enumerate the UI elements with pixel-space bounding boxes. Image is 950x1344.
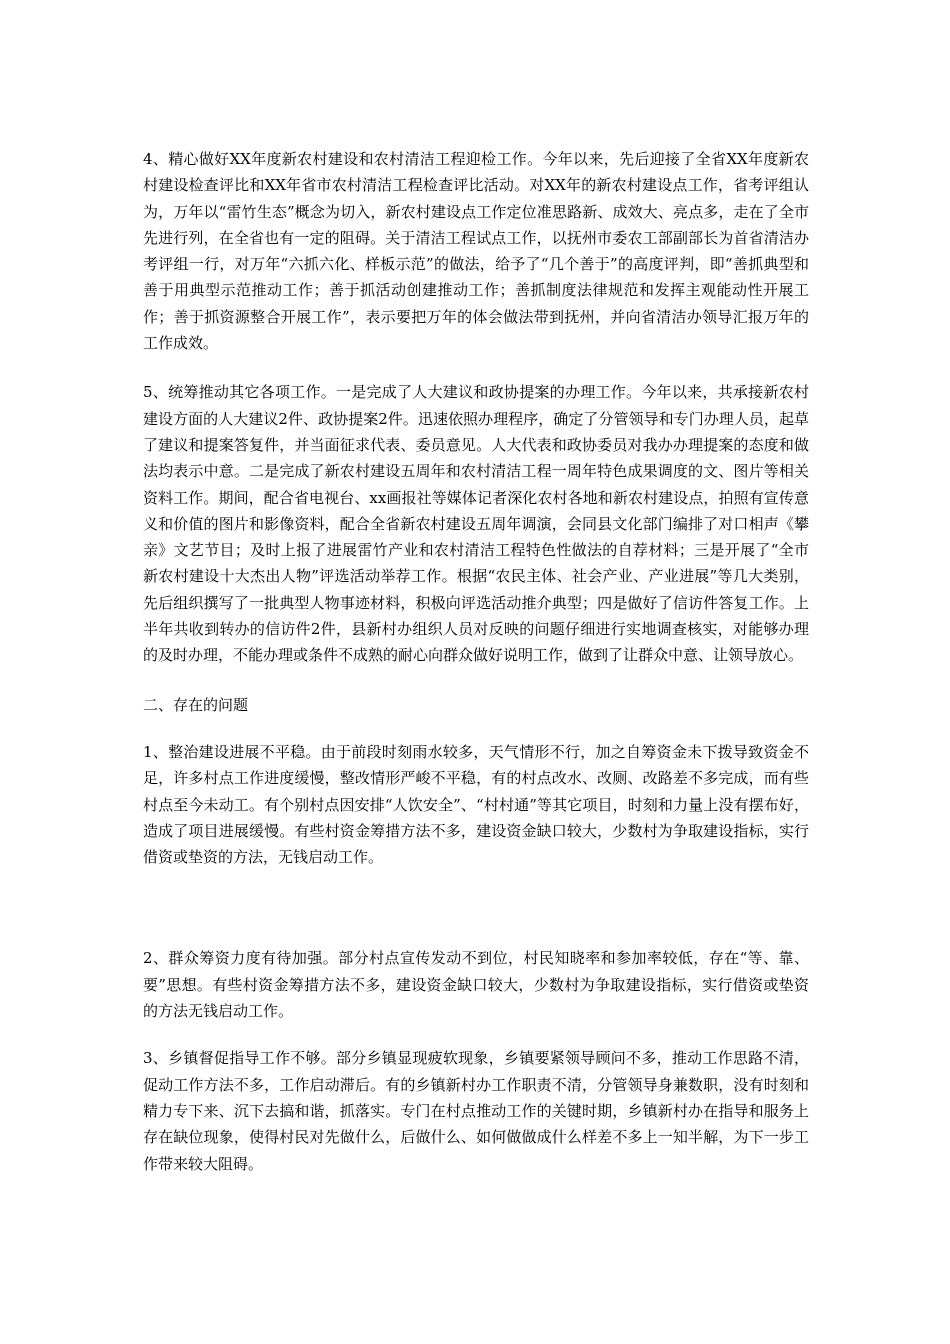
document-body — [143, 146, 809, 1177]
paragraph-item-5: 5、统筹推动其它各项工作。一是完成了人大建议和政协提案的办理工作。今年以来，共承接新农村建设方面的人大建议2件、政协提案2件。迅速依照办理程序，确定了分管领导和专门办理人员，起草了建议和提案答复件，并当面征求代表、委员意见。人大代表和政协委员对我办办理提案的态度和做法均表示中意。二是完成了新农村建设五周年和农村清洁工程一周年特色成果调度的文、图片等相关资料工作。期间，配合省电视台、xx画报社等媒体记者深化农村各地和新农村建设点，拍照有宣传意义和价值的图片和影像资料，配合全省新农村建设五周年调演，会同县文化部门编排了对口相声《攀亲》文艺节目；及时上报了进展雷竹产业和农村清洁工程特色性做法的自荐材料；三是开展了“全市新农村建设十大杰出人物”评选活动举荐工作。根据“农民主体、社会产业、产业进展”等几大类别，先后组织撰写了一批典型人物事迹材料，积极向评选活动推介典型；四是做好了信访件答复工作。上半年共收到转办的信访件2件，县新村办组织人员对反映的问题仔细进行实地调查核实，对能够办理的及时办理，不能办理或条件不成熟的耐心向群众做好说明工作，做到了让群众中意、让领导放心。 — [143, 383, 809, 665]
paragraph-problem-3: 3、乡镇督促指导工作不够。部分乡镇显现疲软现象，乡镇要紧领导顾问不多，推动工作思路不清，促动工作方法不多，工作启动滞后。有的乡镇新村办工作职责不清，分管领导身兼数职，没有时刻和精力专下来、沉下去搞和谐，抓落实。专门在村点推动工作的关键时期，乡镇新村办在指导和服务上存在缺位现象，使得村民对先做什么，后做什么、如何做做成什么样差不多上一知半解，为下一步工作带来较大阻碍。 — [143, 1049, 809, 1173]
paragraph-item-4: 4、精心做好XX年度新农村建设和农村清洁工程迎检工作。今年以来，先后迎接了全省XX年度新农村建设检查评比和XX年省市农村清洁工程检查评比活动。对XX年的新农村建设点工作，省考评组认为，万年以“雷竹生态”概念为切入，新农村建设点工作定位准思路新、成效大、亮点多，走在了全市先进行列，在全省也有一定的阻碍。关于清洁工程试点工作，以抚州市委农工部副部长为首省清洁办考评组一行，对万年“六抓六化、样板示范”的做法，给予了“几个善于”的高度评判，即“善抓典型和善于用典型示范推动工作；善于抓活动创建推动工作；善抓制度法律规范和发挥主观能动性开展工作；善于抓资源整合开展工作”，表示要把万年的体会做法带到抚州，并向省清洁办领导汇报万年的工作成效。 — [143, 150, 809, 353]
section-heading-problems: 二、存在的问题 — [143, 695, 249, 714]
paragraph-problem-1: 1、整治建设进展不平稳。由于前段时刻雨水较多，天气情形不行，加之自筹资金未下拨导致资金不足，许多村点工作进度缓慢，整改情形严峻不平稳，有的村点改水、改厕、改路差不多完成，而有些村点至今未动工。有个别村点因安排“人饮安全”、“村村通”等其它项目，时刻和力量上没有摆布好，造成了项目进展缓慢。有些村资金筹措方法不多，建设资金缺口较大，少数村为争取建设指标，实行借资或垫资的方法，无钱启动工作。 — [143, 742, 809, 867]
paragraph-problem-2: 2、群众筹资力度有待加强。部分村点宣传发动不到位，村民知晓率和参加率较低，存在“等、靠、要”思想。有些村资金筹措方法不多，建设资金缺口较大，少数村为争取建设指标，实行借资或垫资的方法无钱启动工作。 — [143, 949, 809, 1021]
